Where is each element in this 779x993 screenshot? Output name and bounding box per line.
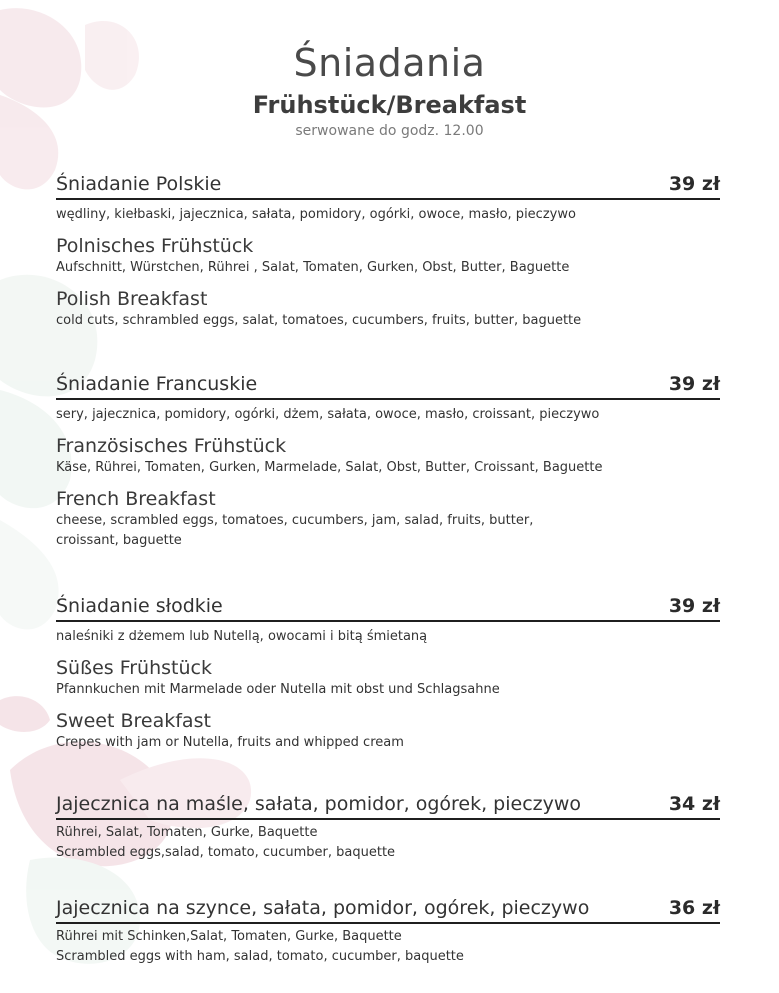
item-description-en: Crepes with jam or Nutella, fruits and whipped cream (56, 735, 404, 750)
item-description-en: Scrambled eggs with ham, salad, tomato, cucumber, baquette (56, 949, 464, 964)
item-name-de: Französisches Frühstück (56, 435, 287, 457)
item-header (56, 792, 720, 820)
page-subtitle: Frühstück/Breakfast (252, 91, 527, 119)
item-name: Śniadanie słodkie (56, 595, 223, 617)
item-price: 39 zł (668, 595, 720, 617)
item-name: Jajecznica na maśle, sałata, pomidor, ogórek, pieczywo (56, 793, 582, 815)
item-description-de: Rührei, Salat, Tomaten, Gurke, Baquette (56, 825, 318, 840)
menu-item-sweet-breakfast (56, 594, 720, 753)
item-header (56, 172, 720, 200)
menu-item-polish-breakfast (56, 172, 720, 331)
item-description-de: Rührei mit Schinken,Salat, Tomaten, Gurke, Baquette (56, 929, 402, 944)
item-name-de: Polnisches Frühstück (56, 235, 254, 257)
menu-item-scrambled-eggs-butter (56, 792, 720, 863)
item-name: Śniadanie Francuskie (56, 373, 258, 395)
item-price: 36 zł (668, 897, 720, 919)
item-price: 39 zł (668, 373, 720, 395)
menu-item-french-breakfast (56, 372, 720, 551)
item-name-de: Süßes Frühstück (56, 657, 212, 679)
item-description-en: cold cuts, schrambled eggs, salat, tomatoes, cucumbers, fruits, butter, baguette (56, 313, 582, 328)
item-name: Śniadanie Polskie (56, 173, 222, 195)
item-description-de: Aufschnitt, Würstchen, Rührei , Salat, Tomaten, Gurken, Obst, Butter, Baguette (56, 260, 570, 275)
serving-hours: serwowane do godz. 12.00 (295, 123, 484, 139)
menu-item-scrambled-eggs-ham (56, 896, 720, 967)
item-description-de: Käse, Rührei, Tomaten, Gurken, Marmelade, Salat, Obst, Butter, Croissant, Baguette (56, 460, 603, 475)
item-description-pl: naleśniki z dżemem lub Nutellą, owocami i bitą śmietaną (56, 629, 428, 644)
item-header (56, 896, 720, 924)
item-name-en: Sweet Breakfast (56, 710, 211, 732)
item-price: 39 zł (668, 173, 720, 195)
item-name-en: French Breakfast (56, 488, 216, 510)
item-description-de: Pfannkuchen mit Marmelade oder Nutella mit obst und Schlagsahne (56, 682, 500, 697)
item-name-en: Polish Breakfast (56, 288, 208, 310)
item-description-pl: wędliny, kiełbaski, jajecznica, sałata, pomidory, ogórki, owoce, masło, pieczywo (56, 207, 576, 222)
item-name: Jajecznica na szynce, sałata, pomidor, ogórek, pieczywo (56, 897, 590, 919)
item-price: 34 zł (668, 793, 720, 815)
item-description-en: Scrambled eggs,salad, tomato, cucumber, baquette (56, 845, 396, 860)
item-description-en-line2: croissant, baguette (56, 533, 182, 548)
page-title: Śniadania (293, 41, 486, 85)
item-description-pl: sery, jajecznica, pomidory, ogórki, dżem, sałata, owoce, masło, croissant, pieczywo (56, 407, 600, 422)
item-header (56, 372, 720, 400)
item-description-en-line1: cheese, scrambled eggs, tomatoes, cucumbers, jam, salad, fruits, butter, (56, 513, 534, 528)
item-header (56, 594, 720, 622)
menu-header (0, 40, 779, 140)
